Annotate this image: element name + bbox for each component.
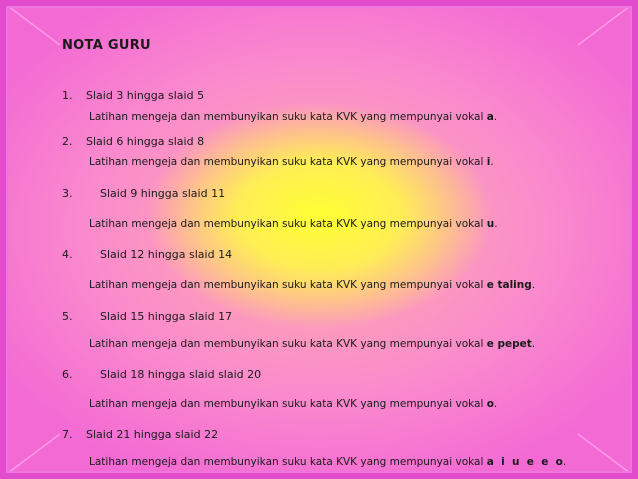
- item-heading: Slaid 9 hingga slaid 11: [100, 187, 226, 200]
- item-heading: Slaid 6 hingga slaid 8: [86, 135, 205, 148]
- vowel-label: a i u e e o: [486, 456, 563, 468]
- page-title: NOTA GURU: [62, 38, 151, 53]
- item-number: 7.: [62, 428, 73, 441]
- item-heading: Slaid 21 hingga slaid 22: [86, 428, 219, 441]
- vowel-label: e pepet: [486, 338, 532, 350]
- item-number: 2.: [62, 135, 73, 148]
- item-heading: Slaid 3 hingga slaid 5: [86, 89, 205, 102]
- item-description: Latihan mengeja dan membunyikan suku kata KVK yang mempunyai vokal a i u e e o.: [89, 456, 567, 468]
- item-description: Latihan mengeja dan membunyikan suku kata KVK yang mempunyai vokal u.: [89, 218, 498, 230]
- item-description: Latihan mengeja dan membunyikan suku kata KVK yang mempunyai vokal e pepet.: [89, 338, 536, 350]
- vowel-label: e taling: [486, 279, 532, 291]
- item-heading: Slaid 18 hingga slaid slaid 20: [100, 368, 262, 381]
- item-number: 6.: [62, 368, 73, 381]
- item-number: 1.: [62, 89, 73, 102]
- vowel-label: i: [486, 156, 491, 168]
- item-description: Latihan mengeja dan membunyikan suku kata KVK yang mempunyai vokal o.: [89, 398, 498, 410]
- item-number: 4.: [62, 248, 73, 261]
- item-heading: Slaid 15 hingga slaid 17: [100, 310, 233, 323]
- vowel-label: a: [486, 111, 494, 123]
- item-number: 5.: [62, 310, 73, 323]
- item-description: Latihan mengeja dan membunyikan suku kata KVK yang mempunyai vokal e taling.: [89, 279, 536, 291]
- item-number: 3.: [62, 187, 73, 200]
- item-heading: Slaid 12 hingga slaid 14: [100, 248, 233, 261]
- vowel-label: u: [486, 218, 495, 230]
- vowel-label: o: [486, 398, 494, 410]
- item-description: Latihan mengeja dan membunyikan suku kata KVK yang mempunyai vokal a.: [89, 111, 498, 123]
- item-description: Latihan mengeja dan membunyikan suku kata KVK yang mempunyai vokal i.: [89, 156, 494, 168]
